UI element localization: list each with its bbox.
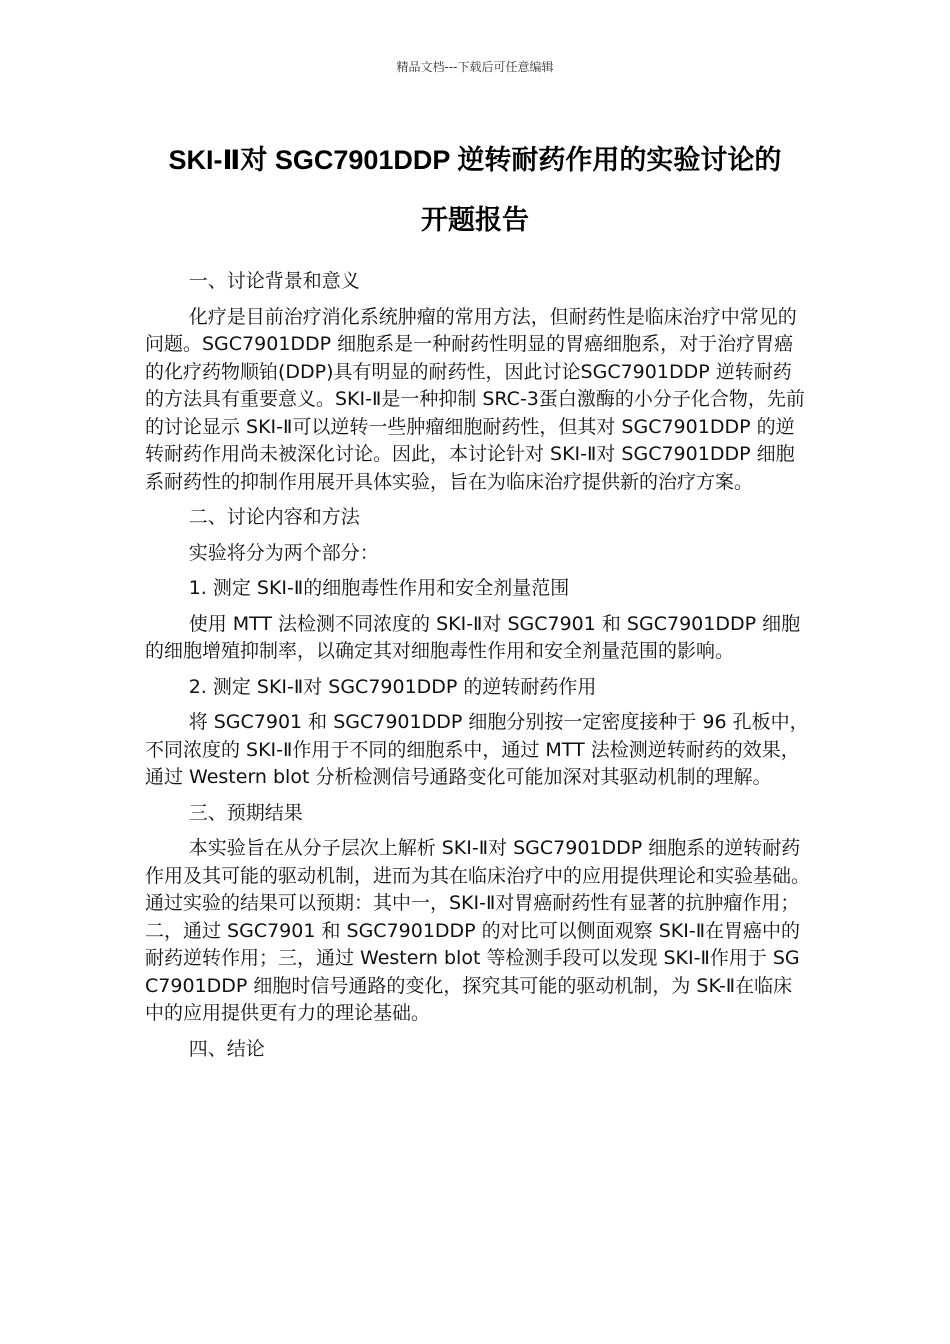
section-heading-content-methods: 二、讨论内容和方法 (188, 506, 360, 528)
section-heading-background: 一、讨论背景和意义 (188, 270, 360, 292)
section-heading-conclusion: 四、结论 (188, 1037, 265, 1060)
document-body (145, 268, 810, 1071)
paragraph-background: 化疗是目前治疗消化系统肿瘤的常用方法，但耐药性是临床治疗中常见的问题。SGC7901DDP 细胞系是一种耐药性明显的胃癌细胞系，对于治疗胃癌的化疗药物顺铂(DDP)具有明显的耐药性，因此讨论SGC7901DDP 逆转耐药的方法具有重要意义。SKI-Ⅱ是一种抑制 SRC-3蛋白激酶的小分子化合物，先前的讨论显示 SKI-Ⅱ可以逆转一些肿瘤细胞耐药性，但其对 SGC7901DDP 的逆转耐药作用尚未被深化讨论。因此，本讨论针对 SKI-Ⅱ对 SGC7901DDP 细胞系耐药性的抑制作用展开具体实验，旨在为临床治疗提供新的治疗方案。 (145, 305, 805, 493)
method-item-1-title: 1. 测定 SKI-Ⅱ的细胞毒性作用和安全剂量范围 (188, 577, 570, 599)
method-item-2-body: 将 SGC7901 和 SGC7901DDP 细胞分别按一定密度接种于 96 孔板中，不同浓度的 SKI-Ⅱ作用于不同的细胞系中，通过 MTT 法检测逆转耐药的效果，通过 Western blot 分析检测信号通路变化可能加深对其驱动机制的理解。 (145, 711, 809, 788)
paragraph-expected-results: 本实验旨在从分子层次上解析 SKI-Ⅱ对 SGC7901DDP 细胞系的逆转耐药作用及其可能的驱动机制，进而为其在临床治疗中的应用提供理论和实验基础。通过实验的结果可以预期：其中一，SKI-Ⅱ对胃癌耐药性有显著的抗肿瘤作用；二，通过 SGC7901 和 SGC7901DDP 的对比可以侧面观察 SKI-Ⅱ在胃癌中的耐药逆转作用；三，通过 Western blot 等检测手段可以发现 SKI-Ⅱ作用于 SGC7901DDP 细胞时信号通路的变化，探究其可能的驱动机制，为 SK-Ⅱ在临床中的应用提供更有力的理论基础。 (145, 837, 811, 1024)
title-line-1: SKI-Ⅱ对 SGC7901DDP 逆转耐药作用的实验讨论的 (168, 145, 782, 175)
method-item-2-title: 2. 测定 SKI-Ⅱ对 SGC7901DDP 的逆转耐药作用 (188, 675, 597, 698)
title-line-2: 开题报告 (421, 205, 529, 235)
section-heading-expected-results: 三、预期结果 (188, 801, 303, 824)
paragraph-methods-intro: 实验将分为两个部分： (188, 541, 379, 564)
document-title (0, 130, 950, 250)
method-item-1-body: 使用 MTT 法检测不同浓度的 SKI-Ⅱ对 SGC7901 和 SGC7901DDP 细胞的细胞增殖抑制率，以确定其对细胞毒性作用和安全剂量范围的影响。 (145, 612, 801, 662)
page-header: 精品文档---下载后可任意编辑 (396, 60, 554, 74)
